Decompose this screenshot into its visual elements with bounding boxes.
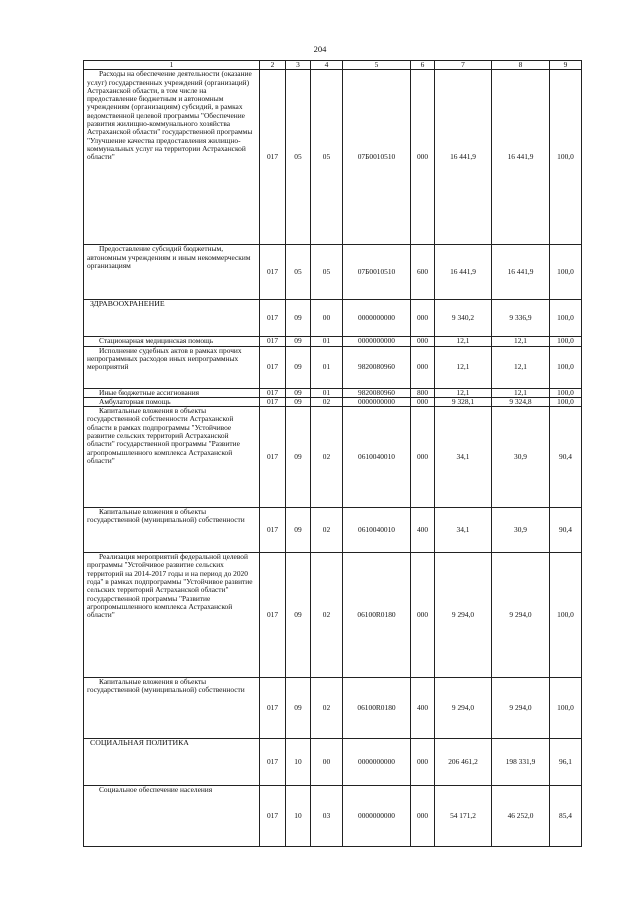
row-name-text: Капитальные вложения в объекты государственной (муниципальной) собственности: [87, 677, 245, 695]
row-name: [84, 508, 260, 553]
column-header: 1: [84, 61, 260, 70]
table-row: [84, 337, 582, 346]
row-name-text: ЗДРАВООХРАНЕНИЕ: [90, 299, 165, 309]
planned-amount-cell: 34,1: [435, 407, 492, 508]
section-code-cell: 05: [286, 70, 311, 245]
ministry-code-cell: 017: [260, 739, 286, 786]
ministry-code-cell: 017: [260, 337, 286, 346]
expense-type-cell: 800: [411, 388, 435, 397]
table-row: [84, 508, 582, 553]
target-article-cell: 06100R0180: [343, 553, 411, 678]
subsection-code-cell: 02: [311, 407, 343, 508]
target-article-cell: 06100R0180: [343, 678, 411, 739]
row-name: [84, 678, 260, 739]
row-name: [84, 337, 260, 346]
expense-type-cell: 000: [411, 407, 435, 508]
column-header: 4: [311, 61, 343, 70]
target-article-cell: 9820080960: [343, 388, 411, 397]
row-name: [84, 70, 260, 245]
expense-type-cell: 000: [411, 337, 435, 346]
row-name-text: Капитальные вложения в объекты государственной (муниципальной) собственности: [87, 507, 245, 525]
executed-amount-cell: 12,1: [492, 346, 550, 388]
table-row: [84, 786, 582, 847]
subsection-code-cell: 01: [311, 337, 343, 346]
target-article-cell: 07Б0010510: [343, 245, 411, 300]
section-code-cell: 09: [286, 553, 311, 678]
row-name-text: Реализация мероприятий федеральной целевой программы "Устойчивое развитие сельских территорий на 2014-2017 годы и на период до 2020 года" в рамках подпрограммы "Устойчивое развитие сельских территорий Астраханской области" государственной программы "Развитие агропромышленного комплекса Астраханской области": [87, 552, 253, 620]
planned-amount-cell: 9 294,0: [435, 678, 492, 739]
section-code-cell: 09: [286, 407, 311, 508]
table-row: [84, 388, 582, 397]
column-header: 3: [286, 61, 311, 70]
expense-type-cell: 400: [411, 508, 435, 553]
target-article-cell: 0000000000: [343, 397, 411, 406]
planned-amount-cell: 9 328,1: [435, 397, 492, 406]
expense-type-cell: 400: [411, 678, 435, 739]
table-row: [84, 678, 582, 739]
ministry-code-cell: 017: [260, 388, 286, 397]
section-code-cell: 09: [286, 388, 311, 397]
execution-percent-cell: 100,0: [550, 346, 582, 388]
target-article-cell: 0000000000: [343, 739, 411, 786]
ministry-code-cell: 017: [260, 346, 286, 388]
planned-amount-cell: 54 171,2: [435, 786, 492, 847]
section-code-cell: 09: [286, 397, 311, 406]
target-article-cell: 0000000000: [343, 786, 411, 847]
row-name-text: Социальное обеспечение населения: [99, 785, 213, 795]
section-code-cell: 09: [286, 678, 311, 739]
execution-percent-cell: 100,0: [550, 245, 582, 300]
subsection-code-cell: 01: [311, 388, 343, 397]
row-name: [84, 245, 260, 300]
column-header: 9: [550, 61, 582, 70]
column-header: 8: [492, 61, 550, 70]
row-name-text: Предоставление субсидий бюджетным, автономным учреждениям и иным некоммерческим организациям: [87, 244, 251, 270]
ministry-code-cell: 017: [260, 70, 286, 245]
table-row: [84, 407, 582, 508]
subsection-code-cell: 00: [311, 300, 343, 337]
ministry-code-cell: 017: [260, 678, 286, 739]
planned-amount-cell: 206 461,2: [435, 739, 492, 786]
target-article-cell: 0610040010: [343, 508, 411, 553]
execution-percent-cell: 100,0: [550, 397, 582, 406]
row-name: [84, 786, 260, 847]
row-name-text: Расходы на обеспечение деятельности (оказание услуг) государственных учреждений (организаций) Астраханской области, в том числе на предоставление бюджетным и автономным учреждениям (организациям) субсидий, в рамках ведомственной целевой программы "Обеспечение развития жилищно-коммунального хозяйства Астраханской области" государственной программы "Улучшение качества предоставления жилищно-коммунальных услуг на территории Астраханской области": [87, 69, 253, 162]
row-name-text: Капитальные вложения в объекты государственной собственности Астраханской области в рамках подпрограммы "Устойчивое развитие сельских территорий Астраханской области" государственной программы "Развитие агропромышленного комплекса Астраханской области": [87, 406, 240, 465]
table-row: [84, 300, 582, 337]
subsection-code-cell: 05: [311, 70, 343, 245]
executed-amount-cell: 30,9: [492, 407, 550, 508]
executed-amount-cell: 198 331,9: [492, 739, 550, 786]
section-code-cell: 09: [286, 346, 311, 388]
execution-percent-cell: 85,4: [550, 786, 582, 847]
column-header: 5: [343, 61, 411, 70]
subsection-code-cell: 02: [311, 553, 343, 678]
table-body: [84, 70, 582, 847]
execution-percent-cell: 100,0: [550, 337, 582, 346]
row-name-text: СОЦИАЛЬНАЯ ПОЛИТИКА: [90, 738, 189, 748]
ministry-code-cell: 017: [260, 553, 286, 678]
section-code-cell: 09: [286, 300, 311, 337]
subsection-code-cell: 00: [311, 739, 343, 786]
row-name: [84, 553, 260, 678]
execution-percent-cell: 100,0: [550, 388, 582, 397]
expense-type-cell: 000: [411, 70, 435, 245]
executed-amount-cell: 46 252,0: [492, 786, 550, 847]
expense-type-cell: 000: [411, 739, 435, 786]
row-name-text: Стационарная медицинская помощь: [99, 336, 214, 346]
target-article-cell: 07Б0010510: [343, 70, 411, 245]
planned-amount-cell: 12,1: [435, 346, 492, 388]
table-row: [84, 553, 582, 678]
target-article-cell: 0000000000: [343, 337, 411, 346]
planned-amount-cell: 12,1: [435, 337, 492, 346]
row-name-text: Исполнение судебных актов в рамках прочих непрограммных расходов иных непрограммных мероприятий: [87, 345, 242, 372]
planned-amount-cell: 16 441,9: [435, 70, 492, 245]
section-code-cell: 09: [286, 337, 311, 346]
executed-amount-cell: 16 441,9: [492, 70, 550, 245]
column-header: 6: [411, 61, 435, 70]
planned-amount-cell: 34,1: [435, 508, 492, 553]
row-name: [84, 407, 260, 508]
column-header: 7: [435, 61, 492, 70]
column-header: 2: [260, 61, 286, 70]
row-name: [84, 388, 260, 397]
ministry-code-cell: 017: [260, 508, 286, 553]
subsection-code-cell: 01: [311, 346, 343, 388]
ministry-code-cell: 017: [260, 300, 286, 337]
execution-percent-cell: 96,1: [550, 739, 582, 786]
executed-amount-cell: 16 441,9: [492, 245, 550, 300]
subsection-code-cell: 05: [311, 245, 343, 300]
table-row: [84, 245, 582, 300]
planned-amount-cell: 9 294,0: [435, 553, 492, 678]
execution-percent-cell: 100,0: [550, 553, 582, 678]
planned-amount-cell: 16 441,9: [435, 245, 492, 300]
section-code-cell: 09: [286, 508, 311, 553]
ministry-code-cell: 017: [260, 407, 286, 508]
table-row: [84, 346, 582, 388]
target-article-cell: 0000000000: [343, 300, 411, 337]
table-row: [84, 70, 582, 245]
row-name: [84, 300, 260, 337]
section-code-cell: 05: [286, 245, 311, 300]
ministry-code-cell: 017: [260, 786, 286, 847]
execution-percent-cell: 90,4: [550, 508, 582, 553]
section-code-cell: 10: [286, 739, 311, 786]
expense-type-cell: 000: [411, 300, 435, 337]
row-name-text: Иные бюджетные ассигнования: [99, 387, 200, 397]
section-code-cell: 10: [286, 786, 311, 847]
execution-percent-cell: 100,0: [550, 70, 582, 245]
executed-amount-cell: 9 336,9: [492, 300, 550, 337]
row-name: [84, 739, 260, 786]
executed-amount-cell: 30,9: [492, 508, 550, 553]
subsection-code-cell: 03: [311, 786, 343, 847]
subsection-code-cell: 02: [311, 397, 343, 406]
expense-type-cell: 600: [411, 245, 435, 300]
row-name: [84, 346, 260, 388]
table-row: [84, 739, 582, 786]
executed-amount-cell: 9 324,8: [492, 397, 550, 406]
expense-type-cell: 000: [411, 346, 435, 388]
subsection-code-cell: 02: [311, 508, 343, 553]
executed-amount-cell: 12,1: [492, 388, 550, 397]
target-article-cell: 9820080960: [343, 346, 411, 388]
planned-amount-cell: 9 340,2: [435, 300, 492, 337]
page-number: 204: [313, 44, 327, 54]
expense-type-cell: 000: [411, 786, 435, 847]
expense-type-cell: 000: [411, 553, 435, 678]
ministry-code-cell: 017: [260, 397, 286, 406]
executed-amount-cell: 9 294,0: [492, 553, 550, 678]
planned-amount-cell: 12,1: [435, 388, 492, 397]
ministry-code-cell: 017: [260, 245, 286, 300]
row-name-text: Амбулаторная помощь: [99, 396, 171, 406]
target-article-cell: 0610040010: [343, 407, 411, 508]
executed-amount-cell: 12,1: [492, 337, 550, 346]
expense-type-cell: 000: [411, 397, 435, 406]
execution-percent-cell: 100,0: [550, 300, 582, 337]
budget-table: [83, 60, 582, 847]
execution-percent-cell: 100,0: [550, 678, 582, 739]
executed-amount-cell: 9 294,0: [492, 678, 550, 739]
execution-percent-cell: 90,4: [550, 407, 582, 508]
subsection-code-cell: 02: [311, 678, 343, 739]
